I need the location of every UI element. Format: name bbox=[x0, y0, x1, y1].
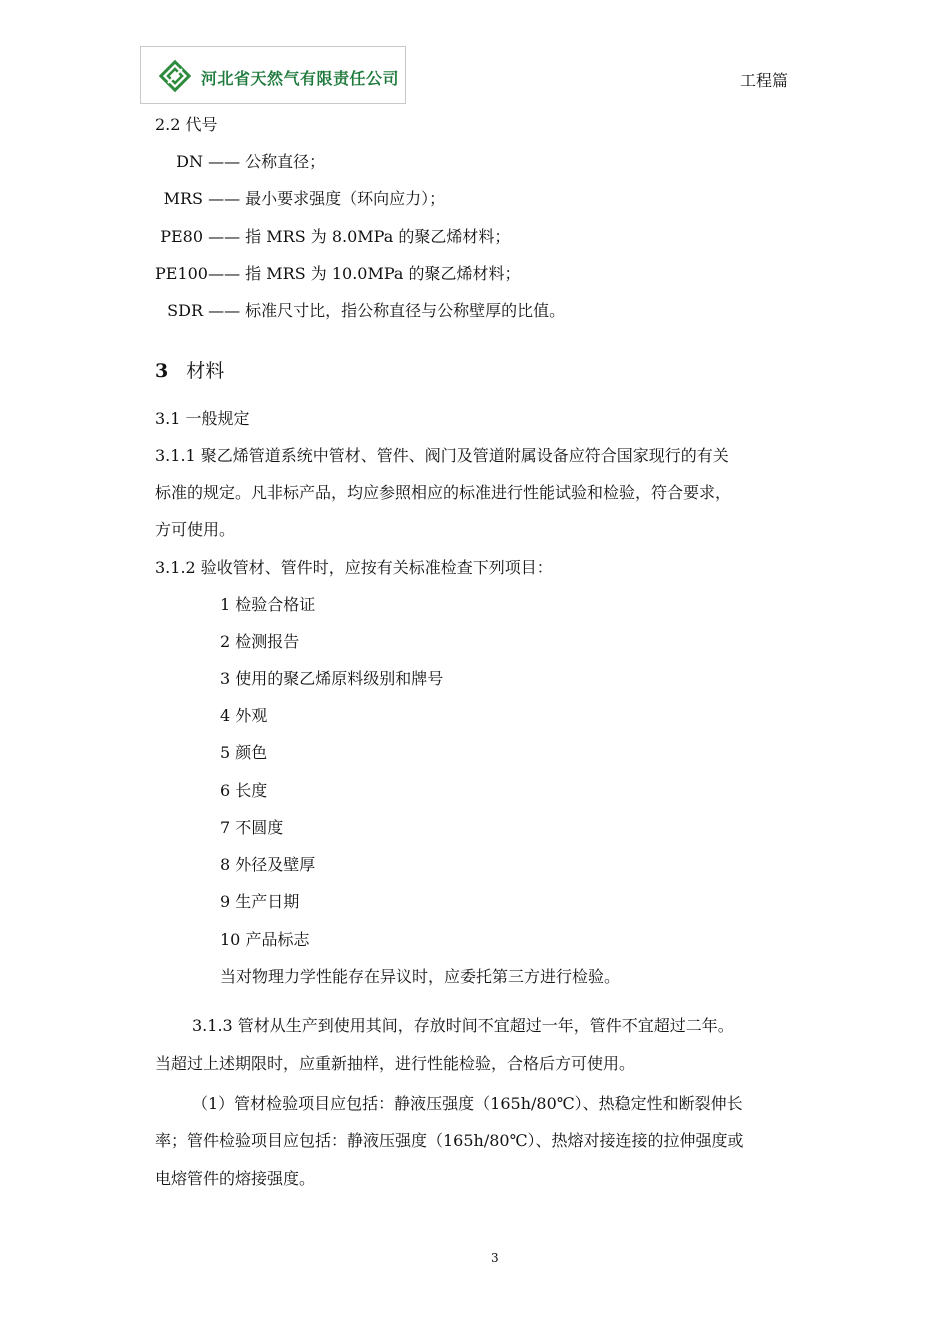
def-row bbox=[155, 151, 325, 173]
list-item: 3 使用的聚乙烯原料级别和牌号 bbox=[220, 669, 444, 688]
section-tag: 工程篇 bbox=[740, 71, 789, 90]
def-code: SDR bbox=[167, 301, 203, 320]
paragraph-line: 3.1.3 管材从生产到使用其间，存放时间不宜超过一年，管件不宜超过二年。 bbox=[192, 1016, 734, 1035]
def-desc: —— 指 MRS 为 10.0MPa 的聚乙烯材料； bbox=[208, 264, 521, 283]
list-item: 8 外径及壁厚 bbox=[220, 855, 316, 874]
paragraph-line: 3.1.2 验收管材、管件时，应按有关标准检查下列项目： bbox=[155, 558, 553, 577]
def-code: PE100 bbox=[155, 264, 208, 283]
def-desc: —— 指 MRS 为 8.0MPa 的聚乙烯材料； bbox=[208, 227, 511, 246]
def-row bbox=[155, 263, 521, 285]
list-item: 6 长度 bbox=[220, 781, 268, 800]
paragraph-line: 方可使用。 bbox=[155, 520, 236, 539]
def-row bbox=[155, 226, 510, 248]
def-row bbox=[155, 300, 565, 322]
list-item: 1 检验合格证 bbox=[220, 595, 316, 614]
company-name: 河北省天然气有限责任公司 bbox=[201, 69, 400, 88]
section-heading-3 bbox=[155, 356, 224, 383]
def-desc: —— 最小要求强度（环向应力）； bbox=[208, 189, 446, 208]
def-desc: —— 标准尺寸比，指公称直径与公称壁厚的比值。 bbox=[208, 301, 566, 320]
paragraph-line: 标准的规定。凡非标产品，均应参照相应的标准进行性能试验和检验，符合要求， bbox=[155, 483, 732, 502]
def-code: DN bbox=[176, 152, 203, 171]
list-item: 4 外观 bbox=[220, 706, 268, 725]
header-logo-box bbox=[140, 46, 406, 104]
def-code: PE80 bbox=[160, 227, 203, 246]
def-code: MRS bbox=[163, 189, 203, 208]
page-number: 3 bbox=[491, 1251, 499, 1265]
list-item: 5 颜色 bbox=[220, 743, 268, 762]
section-number: 3 bbox=[155, 360, 169, 382]
paragraph-line: 电熔管件的熔接强度。 bbox=[155, 1169, 316, 1188]
list-item: 9 生产日期 bbox=[220, 892, 300, 911]
def-row bbox=[155, 188, 445, 210]
section-title: 材料 bbox=[186, 360, 225, 382]
paragraph-line: （1）管材检验项目应包括：静液压强度（165h/80℃）、热稳定性和断裂伸长 bbox=[192, 1094, 743, 1113]
subsection-title-3-1: 3.1 一般规定 bbox=[155, 409, 250, 428]
company-logo-icon bbox=[159, 60, 191, 92]
list-item: 2 检测报告 bbox=[220, 632, 300, 651]
note-line: 当对物理力学性能存在异议时，应委托第三方进行检验。 bbox=[220, 967, 621, 986]
def-desc: —— 公称直径； bbox=[208, 152, 326, 171]
subsection-title-2-2: 2.2 代号 bbox=[155, 115, 218, 134]
paragraph-line: 3.1.1 聚乙烯管道系统中管材、管件、阀门及管道附属设备应符合国家现行的有关 bbox=[155, 446, 729, 465]
paragraph-line: 当超过上述期限时，应重新抽样，进行性能检验，合格后方可使用。 bbox=[155, 1054, 636, 1073]
paragraph-line: 率；管件检验项目应包括：静液压强度（165h/80℃）、热熔对接连接的拉伸强度或 bbox=[155, 1131, 744, 1150]
list-item: 10 产品标志 bbox=[220, 930, 310, 949]
list-item: 7 不圆度 bbox=[220, 818, 284, 837]
